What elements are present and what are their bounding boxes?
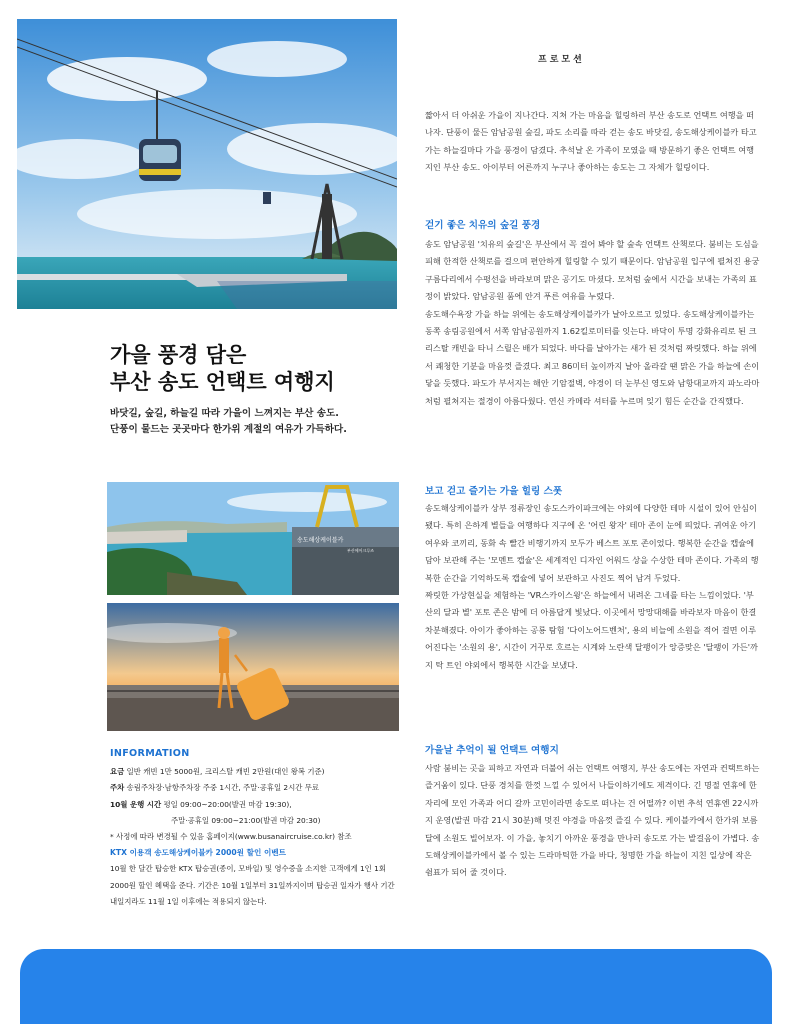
intro-text: 짧아서 더 아쉬운 가을이 지나간다. 지쳐 가는 마음을 힐링하러 부산 송도로 언택트 여행을 떠나자. 단풍이 물든 암남공원 숲길, 파도 소리를 따라 걷는 송도 바닷길, 송도해상케이블카 타고 가는 하늘길마다 가을 풍경이 담겼다. 추석날 온 가족이 모였을 때 방문하기 좋은 언택트 여행지인 부산 송도. 아이부터 어른까지 누구나 좋아하는 송도는 그 자체가 힐링이다. <box>425 110 757 173</box>
paragraph: 송도해상케이블카 상부 정류장인 송도스카이파크에는 야외에 다양한 테마 시설이 있어 안심이 됐다. 특히 은하계 별들을 여행하다 지구에 온 '어린 왕자' 테마 존이 눈에 띄었다. 귀여운 아기 여우와 코끼리, 동화 속 빨간 비행기까지 모두가 베스트 포토 존이었다. 행복한 순간을 캡슐에 담아 보관해 주는 '모멘트 캡슐'은 세계적인 디자인 어워드 상을 수상한 테마 존이다. 가족의 행복한 순간을 기억하도록 캡슐에 넣어 보관하고 사진도 찍어 남겨 두었다. <box>425 503 759 583</box>
info-row-note <box>110 829 400 845</box>
info-label: 주차 <box>110 783 125 793</box>
building-sign: 송도해상케이블카 <box>297 537 344 544</box>
information-box <box>110 746 400 910</box>
section-title-forest: 걷기 좋은 치유의 숲길 풍경 <box>425 220 541 231</box>
info-text: 일반 캐빈 1만 5000원, 크리스탈 캐빈 2만원(대인 왕복 기준) <box>124 767 325 777</box>
page-subtitle-line-1: 바닷길, 숲길, 하늘길 따라 가을이 느껴지는 부산 송도. <box>110 408 339 419</box>
section-title-healing-spot: 보고 걷고 즐기는 가을 힐링 스폿 <box>425 486 563 497</box>
info-label: 요금 <box>110 767 125 777</box>
section-title-untact-trip: 가을날 추억이 될 언택트 여행지 <box>425 745 559 756</box>
promo-text: 10월 한 달간 탑승한 KTX 탑승권(종이, 모바일) 및 영수증을 소지한 고객에게 1인 1회 2000원 할인 혜택을 준다. 기간은 10월 1일부터 31일까지이며 탑승권 일자가 행사 기간 내일지라도 11월 1일 이후에는 적용되지 않는다. <box>110 864 395 906</box>
info-label: 10월 운행 시간 <box>110 799 162 809</box>
section-body-untact-trip <box>425 760 760 882</box>
section-body-forest <box>425 236 760 410</box>
cable-car-photo <box>17 19 397 309</box>
building-sign-sub: 부산에어크루즈 <box>347 548 375 553</box>
info-text: 평일 09:00~20:00(발권 마감 19:30), <box>161 799 292 809</box>
information-title: INFORMATION <box>110 748 190 759</box>
info-text: 주말·공휴일 09:00~21:00(발권 마감 20:30) <box>171 815 321 825</box>
bottom-accent-bar <box>20 949 772 1024</box>
info-row-parking <box>110 780 400 796</box>
page-title-line-2: 부산 송도 언택트 여행지 <box>110 370 335 394</box>
paragraph: 송도 암남공원 '치유의 숲길'은 부산에서 꼭 걸어 봐야 할 숲속 언택트 산책로다. 붐비는 도심을 피해 한적한 산책로를 걸으며 편안하게 힐링할 수 있기 때문이다. 암남공원 입구에 펼쳐진 용궁구름다리에서 수평선을 바라보며 맑은 공기도 마셨다. 모처럼 숲에서 시간을 보내는 가족의 표정이 밝았다. 암남공원 품에 안겨 푸른 여유를 누렸다. <box>425 239 760 302</box>
sunset-prince-statue-photo <box>107 603 399 731</box>
page-subtitle <box>110 406 410 438</box>
intro-paragraph <box>425 107 760 177</box>
page-subtitle-line-2: 단풍이 물드는 곳곳마다 한가위 계절의 여유가 가득하다. <box>110 424 347 435</box>
info-row-hours-weekend <box>110 813 400 829</box>
page-title <box>110 342 410 396</box>
paragraph: 송도해수욕장 가을 하늘 위에는 송도해상케이블카가 날아오르고 있었다. 송도해상케이블카는 동쪽 송림공원에서 서쪽 암남공원까지 1.62킬로미터를 잇는다. 바닥이 투명 강화유리로 된 크리스탈 캐빈을 타니 스릴은 배가 되었다. 바다를 날아가는 새가 된 것처럼 짜릿했다. 하늘 위에서 쾌청한 기분을 마음껏 즐겼다. 최고 86미터 높이까지 날아 올라갈 땐 맑은 가을 하늘에 손이 닿을 듯했다. 파도가 부서지는 해안 기암절벽, 야경이 더 눈부신 영도와 남항대교까지 파노라마처럼 펼쳐지는 절경이 아름다웠다. 연신 카메라 셔터를 누르며 잊기 힘든 순간을 간직했다. <box>425 308 760 406</box>
section-label: 프로모션 <box>538 55 585 65</box>
section-body-healing-spot <box>425 500 760 674</box>
coast-skypark-photo <box>107 482 399 595</box>
promo-title: KTX 이용객 송도해상케이블카 2000원 할인 이벤트 <box>110 848 286 858</box>
info-row-fare <box>110 764 400 780</box>
page-title-line-1: 가을 풍경 담은 <box>110 343 247 367</box>
info-text: * 사정에 따라 변경될 수 있음 홈페이지(www.busanaircruise.co.kr) 참조 <box>110 832 352 842</box>
paragraph: 짜릿한 가상현실을 체험하는 'VR스카이스윙'은 하늘에서 내려온 그네를 타는 느낌이었다. '부산의 달과 별' 포토 존은 밤에 더 아름답게 빛났다. 이곳에서 망망대해를 바라보자 마음이 한결 차분해졌다. 아이가 좋아하는 공룡 탐험 '다이노어드벤처', 용의 비늘에 소원을 적어 걸면 이루어진다는 '소원의 용', 시간이 거꾸로 흐르는 시계와 노란색 달팽이가 앙증맞은 '달팽이 가든'까지 탁 트인 야외에서 행복한 시간을 보냈다. <box>425 590 758 670</box>
info-row-hours <box>110 797 400 813</box>
info-text: 송림주차장·남항주차장 주중 1시간, 주말·공휴일 2시간 무료 <box>124 783 320 793</box>
paragraph: 사람 붐비는 곳을 피하고 자연과 더불어 쉬는 언택트 여행지, 부산 송도에는 자연과 컨택트하는 즐거움이 있다. 단풍 경치를 한껏 느낄 수 있어서 나들이하기에도 제격이다. 긴 명절 연휴에 한자리에 모인 가족과 어디 갈까 고민이라면 송도로 떠나는 건 어떨까? 이번 추석 연휴엔 22시까지 운영(발권 마감 21시 30분)해 멋진 야경을 마음껏 즐길 수 있다. 케이블카에서 한가위 보름달에 소원도 빌어보자. 이 가을, 놓치기 아까운 풍경을 만나러 송도로 가는 발걸음이 가볍다. 송도해상케이블카에서 볼 수 있는 드라마틱한 가을 바다, 청명한 가을 하늘이 지친 일상에 작은 쉼표가 되어 줄 것이다. <box>425 763 760 878</box>
